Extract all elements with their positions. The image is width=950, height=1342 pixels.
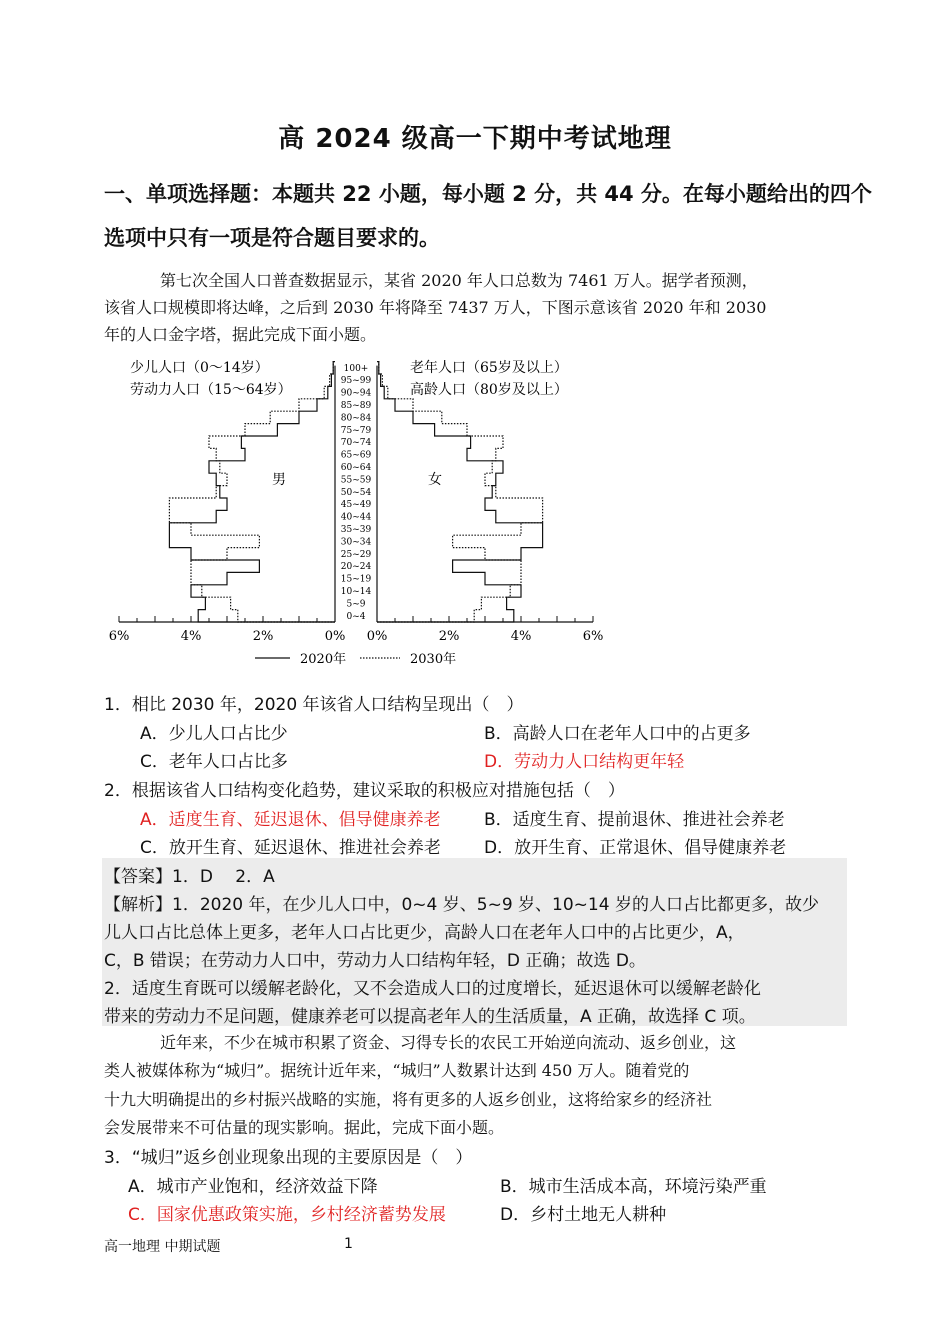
- q1-option-a: A．少儿人口占比少: [140, 724, 288, 744]
- age-group-label: 75~79: [340, 425, 372, 436]
- age-group-label: 65~69: [340, 450, 372, 461]
- explanation-line3: C，B 错误；在劳动力人口中，劳动力人口结构年轻，D 正确；故选 D。: [104, 951, 646, 971]
- x-tick-label-left: 2%: [252, 629, 274, 644]
- q2-option-c: C．放开生育、延迟退休、推进社会养老: [140, 838, 441, 858]
- age-group-label: 90~94: [340, 388, 372, 399]
- x-tick-label-right: 0%: [366, 629, 388, 644]
- answer-line: 【答案】1．D 2．A: [104, 867, 275, 887]
- pyramid-female-2020年: [377, 362, 543, 622]
- section-heading-line1: 一、单项选择题：本题共 22 小题，每小题 2 分，共 44 分。在每小题给出的四个: [104, 182, 872, 206]
- intro1-line2: 该省人口规模即将达峰，之后到 2030 年将降至 7437 万人，下图示意该省 2020 年和 2030: [104, 298, 767, 317]
- legend-right-elderly: 老年人口（65岁及以上）: [410, 360, 568, 376]
- legend-left-labor: 劳动力人口（15～64岁）: [130, 382, 292, 398]
- age-group-label: 45~49: [340, 500, 372, 511]
- q3-option-a: A．城市产业饱和，经济效益下降: [128, 1177, 378, 1197]
- age-group-label: 30~34: [340, 537, 372, 548]
- intro2-line3: 十九大明确提出的乡村振兴战略的实施，将有更多的人返乡创业，这将给家乡的经济社: [104, 1090, 713, 1109]
- footer-label: 高一地理 中期试题: [104, 1239, 221, 1255]
- q1-option-c: C．老年人口占比多: [140, 752, 288, 772]
- age-group-label: 35~39: [340, 525, 372, 535]
- age-group-label: 80~84: [340, 413, 372, 424]
- x-tick-label-right: 2%: [438, 629, 460, 644]
- x-tick-label-left: 6%: [108, 629, 130, 644]
- q2-option-d: D．放开生育、正常退休、倡导健康养老: [484, 838, 787, 858]
- x-tick-label-right: 6%: [582, 629, 604, 644]
- age-group-label: 40~44: [340, 512, 372, 523]
- intro2-line4: 会发展带来不可估量的现实影响。据此，完成下面小题。: [104, 1118, 505, 1137]
- age-group-label: 20~24: [340, 562, 372, 573]
- q2-option-a: A．适度生育、延迟退休、倡导健康养老: [140, 810, 441, 830]
- intro1-line1: 第七次全国人口普查数据显示，某省 2020 年人口总数为 7461 万人。据学者预测，: [160, 271, 758, 290]
- age-group-label: 50~54: [340, 487, 372, 498]
- q3-option-b: B．城市生活成本高，环境污染严重: [500, 1177, 767, 1197]
- q1-option-b: B．高龄人口在老年人口中的占更多: [484, 724, 751, 744]
- explanation-line2: 儿人口占比总体上更多，老年人口占比更少，高龄人口在老年人口中的占比更少，A，: [104, 923, 745, 943]
- x-tick-label-right: 4%: [510, 629, 532, 644]
- age-group-label: 95~99: [340, 376, 372, 387]
- age-group-label: 55~59: [340, 475, 372, 486]
- explanation-line5: 带来的劳动力不足问题，健康养老可以提高老年人的生活质量，A 正确，故选择 C 项。: [104, 1007, 756, 1027]
- pyramid-male-2030年: [169, 362, 335, 622]
- intro1-line3: 年的人口金字塔，据此完成下面小题。: [104, 325, 377, 344]
- population-pyramid-chart: [100, 348, 620, 670]
- x-tick-label-left: 4%: [180, 629, 202, 644]
- q1-option-d: D．劳动力人口结构更年轻: [484, 752, 685, 772]
- q3-option-c: C．国家优惠政策实施，乡村经济蓄势发展: [128, 1205, 446, 1225]
- age-group-label: 15~19: [340, 574, 372, 585]
- pyramid-male-2020年: [169, 362, 335, 622]
- q2-option-b: B．适度生育、提前退休、推进社会养老: [484, 810, 785, 830]
- legend-2030-label: 2030年: [410, 652, 457, 667]
- explanation-line1: 【解析】1．2020 年，在少儿人口中，0~4 岁、5~9 岁、10~14 岁的人口占比都更多，故少: [104, 895, 819, 915]
- section-heading-line2: 选项中只有一项是符合题目要求的。: [104, 226, 440, 250]
- female-label: 女: [428, 472, 442, 488]
- page-title: 高 2024 级高一下期中考试地理: [278, 124, 672, 154]
- intro2-line2: 类人被媒体称为“城归”。据统计近年来，“城归”人数累计达到 450 万人。随着党的: [104, 1061, 690, 1080]
- age-group-label: 100+: [343, 363, 369, 374]
- age-group-label: 25~29: [340, 549, 372, 560]
- age-group-label: 85~89: [340, 401, 372, 411]
- legend-right-aged: 高龄人口（80岁及以上）: [410, 382, 568, 398]
- legend-left-children: 少儿人口（0～14岁）: [130, 360, 269, 376]
- q1-stem: 1．相比 2030 年，2020 年该省人口结构呈现出（ ）: [104, 695, 524, 715]
- male-label: 男: [272, 472, 286, 488]
- page-number: 1: [344, 1236, 353, 1252]
- pyramid-female-2030年: [377, 362, 543, 622]
- age-group-label: 70~74: [340, 438, 372, 449]
- x-tick-label-left: 0%: [324, 629, 346, 644]
- age-group-label: 0~4: [346, 611, 366, 622]
- explanation-line4: 2．适度生育既可以缓解老龄化，又不会造成人口的过度增长，延迟退休可以缓解老龄化: [104, 979, 761, 999]
- intro2-line1: 近年来，不少在城市积累了资金、习得专长的农民工开始逆向流动、返乡创业，这: [160, 1033, 737, 1052]
- age-group-label: 10~14: [340, 587, 372, 597]
- q3-stem: 3．“城归”返乡创业现象出现的主要原因是（ ）: [104, 1148, 473, 1168]
- legend-2020-label: 2020年: [300, 652, 347, 667]
- q3-option-d: D．乡村土地无人耕种: [500, 1205, 667, 1225]
- q2-stem: 2．根据该省人口结构变化趋势，建议采取的积极应对措施包括（ ）: [104, 781, 625, 801]
- age-group-label: 60~64: [340, 463, 372, 473]
- age-group-label: 5~9: [346, 599, 366, 610]
